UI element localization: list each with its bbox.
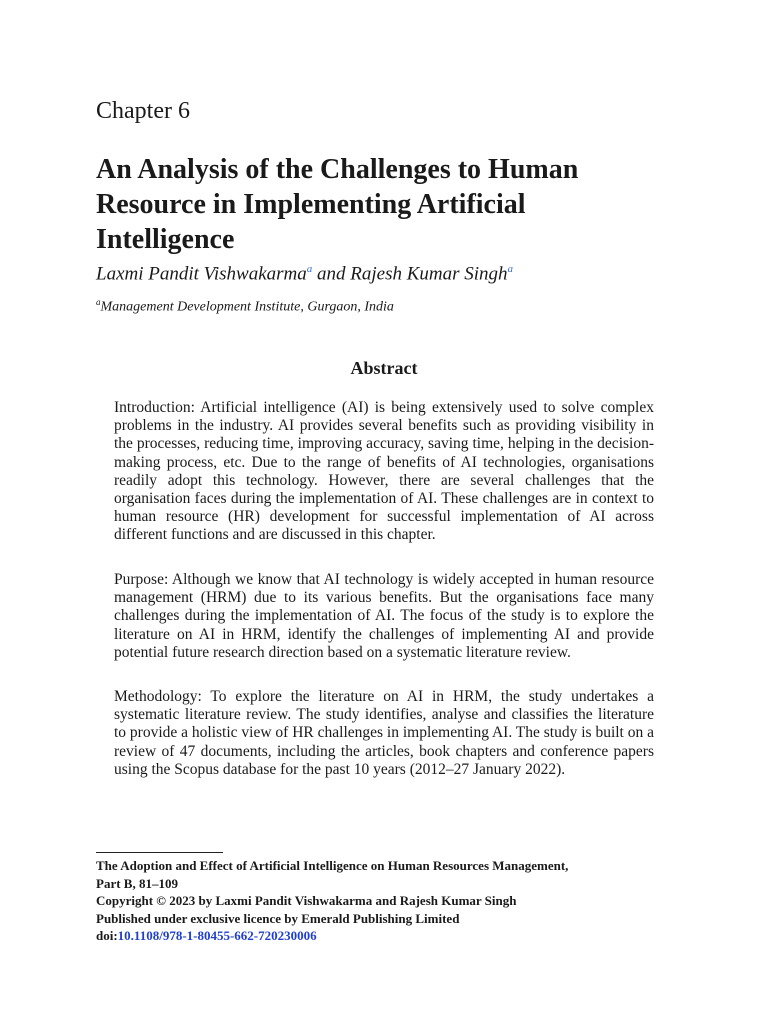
publisher-line: Published under exclusive licence by Emerald Publishing Limited: [96, 910, 460, 926]
abstract-methodology: Methodology: To explore the literature on AI in HRM, the study undertakes a systematic literature review. The study identifies, analyse and classifies the literature to provide a holistic view of HR challenges in implementing AI. The study is built on a review of 47 documents, including the articles, book chapters and conference papers using the Scopus database for the past 10 years (2012–27 January 2022).: [114, 688, 654, 778]
affiliation-mark: a: [306, 263, 313, 275]
chapter-title: [96, 152, 696, 257]
author-name: Rajesh Kumar Singh: [350, 263, 508, 285]
abstract-purpose: Purpose: Although we know that AI technology is widely accepted in human resource management (HRM) due to its various benefits. But the organisations face many challenges during the implementation of AI. The focus of the study is to explore the literature on AI in HRM, identify the challenges of implementing AI and provide potential future research direction based on a systematic literature review.: [114, 571, 654, 661]
doi-link[interactable]: 10.1108/978-1-80455-662-720230006: [117, 928, 317, 943]
footnote-divider: [96, 852, 223, 853]
doi-prefix: doi:: [96, 928, 118, 943]
author-name: Laxmi Pandit Vishwakarma: [96, 263, 307, 285]
book-part-pages: Part B, 81–109: [96, 875, 178, 891]
affiliation-text: Management Development Institute, Gurgaon, India: [100, 299, 394, 315]
abstract-introduction: Introduction: Artificial intelligence (AI) is being extensively used to solve complex problems in the industry. AI provides several benefits such as providing visibility in the processes, reducing time, improving accuracy, saving time, helping in the decision-making process, etc. Due to the range of benefits of AI technologies, organisations readily adopt this technology. However, there are several challenges that the organisation faces during the implementation of AI. These challenges are in context to human resource (HR) development for successful implementation of AI across different functions and are discussed in this chapter.: [114, 399, 654, 544]
author-list: [96, 263, 513, 285]
publication-footnote: [96, 857, 696, 945]
affiliation-mark: a: [96, 297, 101, 307]
copyright-line: Copyright © 2023 by Laxmi Pandit Vishwakarma and Rajesh Kumar Singh: [96, 893, 517, 908]
author-connector: and: [312, 263, 351, 285]
title-line: Resource in Implementing Artificial: [96, 189, 526, 220]
affiliation-mark: a: [507, 263, 514, 275]
doi-line: [96, 927, 696, 945]
chapter-label: Chapter 6: [96, 98, 190, 124]
title-line: Intelligence: [96, 224, 235, 255]
affiliation: [96, 297, 394, 316]
title-line: An Analysis of the Challenges to Human: [96, 154, 579, 185]
book-title-line: The Adoption and Effect of Artificial Intelligence on Human Resources Management,: [96, 858, 569, 873]
abstract-heading: Abstract: [350, 358, 418, 378]
